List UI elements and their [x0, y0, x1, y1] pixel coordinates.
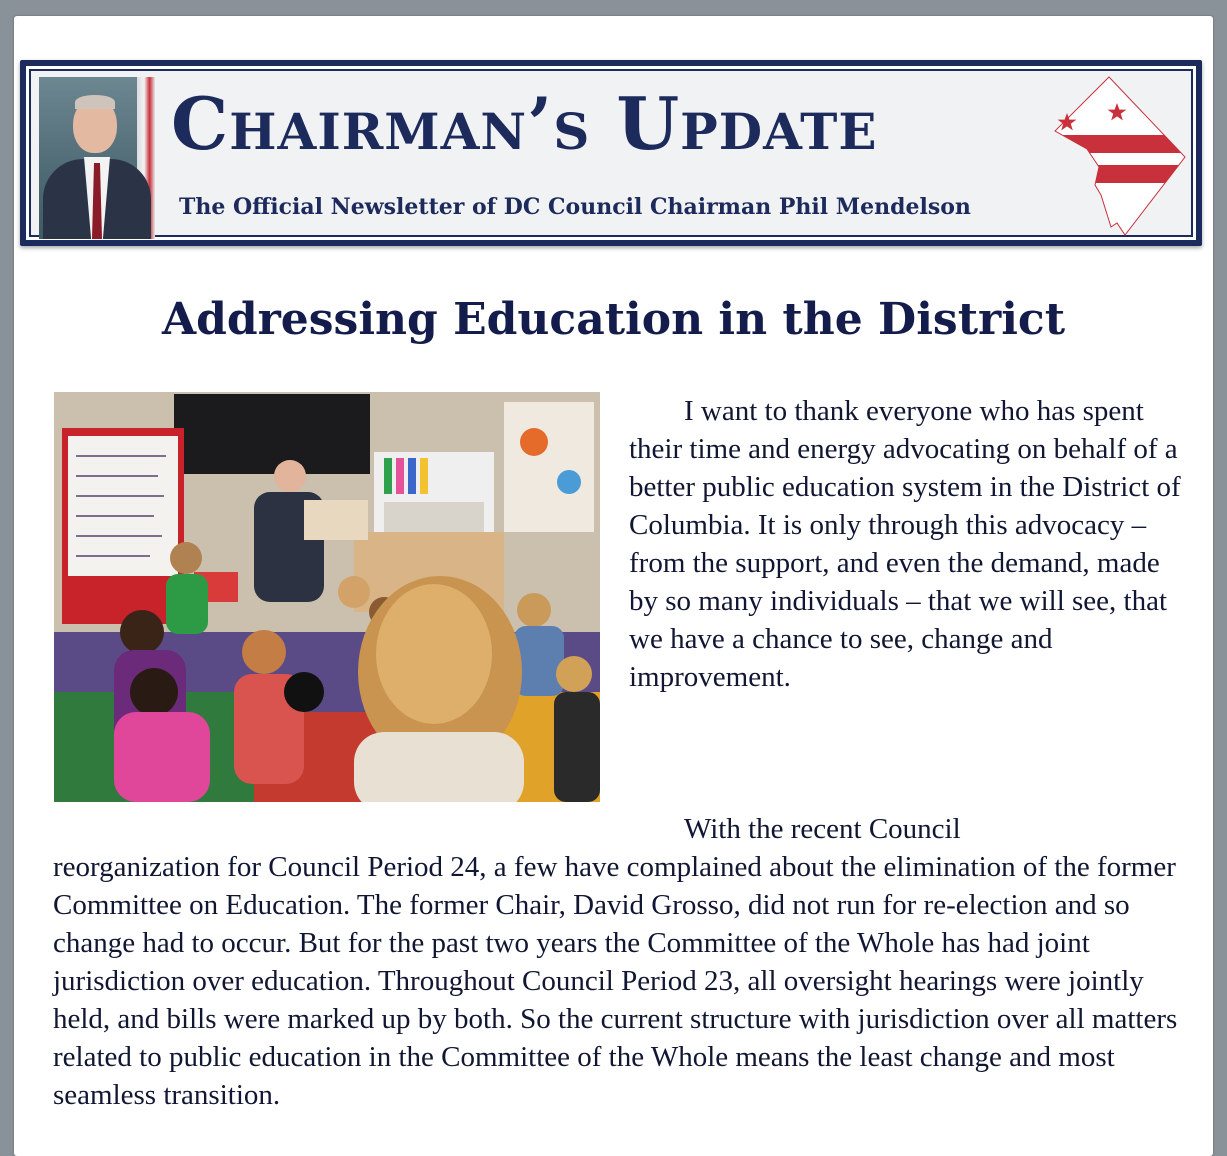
newsletter-banner — [20, 60, 1202, 246]
article-headline: Addressing Education in the District — [161, 294, 1066, 345]
banner-panel — [29, 69, 1193, 237]
newsletter-subtitle: The Official Newsletter of DC Council Chairman Phil Mendelson — [179, 194, 971, 220]
classroom-reading-photo — [54, 392, 600, 802]
banner-frame — [26, 66, 1196, 240]
dc-flag-map-icon — [1051, 73, 1189, 241]
paragraph-2-text: reorganization for Council Period 24, a few have complained about the elimination of the former Committee on Education. The former Chair, David Grosso, did not run for re-election and so change had to occur. But for the past two years the Committee of the Whole has had joint jurisdiction over education. Throughout Council Period 23, all oversight hearings were jointly held, and bills were marked up by both. So the current structure with jurisdiction over all matters related to public education in the Committee of the Whole means the least change and most seamless transition. — [53, 851, 1178, 1111]
portrait-hair — [75, 95, 115, 109]
chairman-portrait — [39, 77, 155, 239]
newsletter-title: Chairman’s Update — [171, 81, 878, 166]
photo-illustration — [54, 392, 600, 802]
newsletter-page — [14, 16, 1213, 1156]
article-paragraph-2 — [53, 810, 1193, 1114]
article-paragraph-1: I want to thank everyone who has spent their time and energy advocating on behalf of a better public education system in the District of Columbia. It is only through this advocacy – from the support, and even the demand, made by so many individuals – that we will see, that we have a chance to see, change and improvement. — [629, 395, 1181, 693]
paragraph-2-first-line: With the recent Council — [684, 813, 961, 845]
